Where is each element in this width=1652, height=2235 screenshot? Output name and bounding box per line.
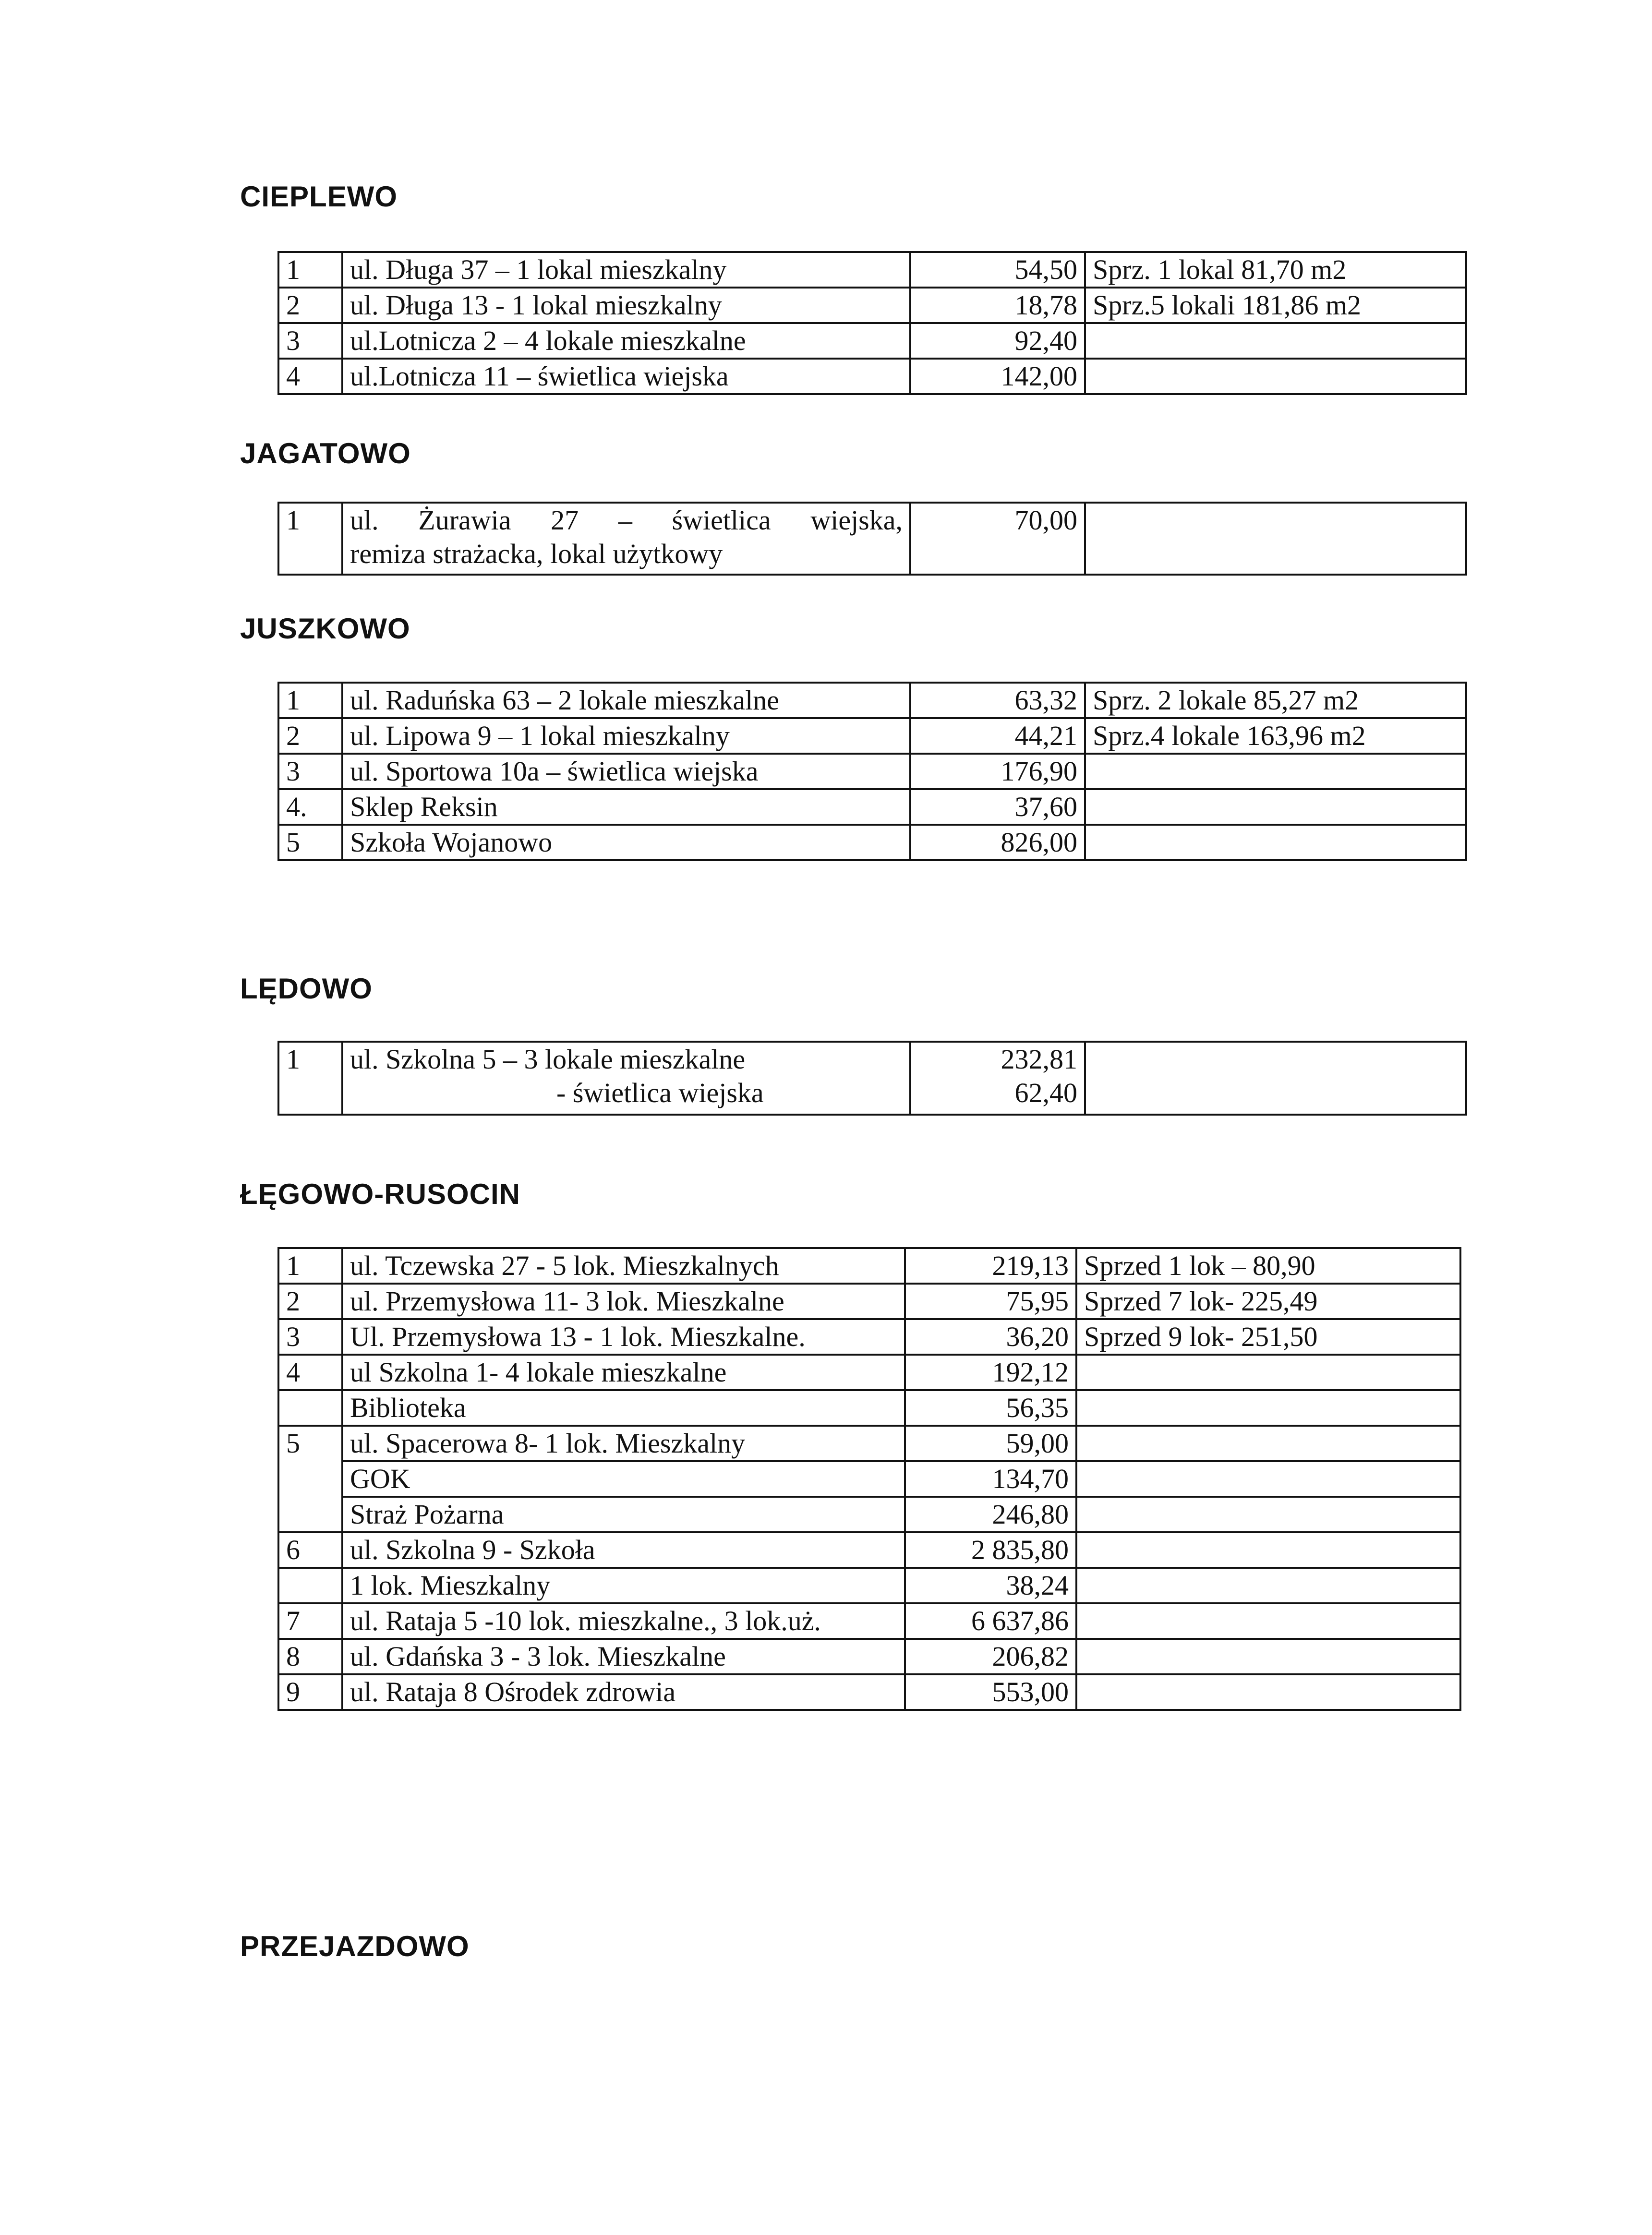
row-note: [1076, 1568, 1460, 1603]
table-row: [278, 1532, 1460, 1568]
row-area: 192,12: [905, 1355, 1076, 1390]
row-number: 5: [278, 1426, 342, 1532]
row-number: 9: [278, 1674, 342, 1710]
row-name-line-1: ul. Szkolna 5 – 3 lokale mieszkalne: [350, 1044, 746, 1075]
row-note: [1076, 1461, 1460, 1497]
row-note: [1076, 1497, 1460, 1532]
table-row: [278, 1497, 1460, 1532]
section-title-ledowo: LĘDOWO: [240, 973, 373, 1005]
row-area: 18,78: [910, 288, 1085, 323]
row-name: Biblioteka: [342, 1390, 905, 1426]
table-row: [278, 1568, 1460, 1603]
row-name: GOK: [342, 1461, 905, 1497]
row-number: 3: [278, 323, 342, 359]
table-row: [278, 1639, 1460, 1674]
table-juszkowo: [277, 682, 1467, 861]
row-area: 54,50: [910, 252, 1085, 288]
section-title-przejazdowo: PRZEJAZDOWO: [240, 1930, 470, 1962]
row-area: 70,00: [910, 503, 1085, 575]
row-area: 44,21: [910, 718, 1085, 754]
row-name: Ul. Przemysłowa 13 - 1 lok. Mieszkalne.: [342, 1319, 905, 1355]
table-row: [278, 1042, 1466, 1115]
table-row: [278, 718, 1466, 754]
table-row: [278, 754, 1466, 789]
row-area-line-1: 232,81: [1001, 1044, 1077, 1075]
table-row: [278, 1674, 1460, 1710]
section-title-legowo-rusocin: ŁĘGOWO-RUSOCIN: [240, 1178, 520, 1210]
table-row: [278, 1426, 1460, 1461]
row-number: 2: [278, 718, 342, 754]
row-area: 6 637,86: [905, 1603, 1076, 1639]
section-title-juszkowo: JUSZKOWO: [240, 613, 410, 645]
table-row: [278, 1355, 1460, 1390]
table-row: [278, 1390, 1460, 1426]
row-name: ul. Długa 13 - 1 lokal mieszkalny: [342, 288, 910, 323]
row-number: 4.: [278, 789, 342, 825]
table-row: [278, 1603, 1460, 1639]
row-note: [1085, 754, 1466, 789]
row-name: ul.Lotnicza 2 – 4 lokale mieszkalne: [342, 323, 910, 359]
row-name: ul. Szkolna 9 - Szkoła: [342, 1532, 905, 1568]
row-area: 826,00: [910, 825, 1085, 860]
row-name: ul. Lipowa 9 – 1 lokal mieszkalny: [342, 718, 910, 754]
row-name: ul. Długa 37 – 1 lokal mieszkalny: [342, 252, 910, 288]
row-note: [1085, 503, 1466, 575]
row-area: 63,32: [910, 683, 1085, 718]
row-area: 75,95: [905, 1284, 1076, 1319]
row-name: Sklep Reksin: [342, 789, 910, 825]
row-number: 4: [278, 1355, 342, 1390]
row-number: 1: [278, 252, 342, 288]
row-area-line-2: 62,40: [1014, 1077, 1077, 1108]
row-note: [1076, 1355, 1460, 1390]
table-row: [278, 789, 1466, 825]
row-note: [1076, 1426, 1460, 1461]
row-name: ul. Rataja 8 Ośrodek zdrowia: [342, 1674, 905, 1710]
row-number: [278, 1568, 342, 1603]
table-row: [278, 1248, 1460, 1284]
row-area: 38,24: [905, 1568, 1076, 1603]
table-row: [278, 1461, 1460, 1497]
row-note: Sprz.4 lokale 163,96 m2: [1085, 718, 1466, 754]
row-name: Straż Pożarna: [342, 1497, 905, 1532]
row-area: 92,40: [910, 323, 1085, 359]
table-row: [278, 1319, 1460, 1355]
row-name: ul. Przemysłowa 11- 3 lok. Mieszkalne: [342, 1284, 905, 1319]
row-area: 37,60: [910, 789, 1085, 825]
row-note: Sprzed 9 lok- 251,50: [1076, 1319, 1460, 1355]
row-number: 1: [278, 1042, 342, 1115]
row-name: ul. Raduńska 63 – 2 lokale mieszkalne: [342, 683, 910, 718]
row-note: [1085, 323, 1466, 359]
row-area: 176,90: [910, 754, 1085, 789]
row-number: 6: [278, 1532, 342, 1568]
row-note: [1085, 1042, 1466, 1115]
table-row: [278, 683, 1466, 718]
row-name: Szkoła Wojanowo: [342, 825, 910, 860]
table-cieplewo: [277, 251, 1467, 395]
row-note: [1076, 1674, 1460, 1710]
row-number: 2: [278, 288, 342, 323]
row-area: 59,00: [905, 1426, 1076, 1461]
table-legowo-rusocin: [277, 1247, 1461, 1711]
row-note: Sprzed 1 lok – 80,90: [1076, 1248, 1460, 1284]
section-title-cieplewo: CIEPLEWO: [240, 180, 398, 213]
row-area: 2 835,80: [905, 1532, 1076, 1568]
section-title-jagatowo: JAGATOWO: [240, 437, 411, 469]
row-number: 4: [278, 359, 342, 394]
row-number: 3: [278, 754, 342, 789]
row-number: 2: [278, 1284, 342, 1319]
table-row: [278, 288, 1466, 323]
row-area: 553,00: [905, 1674, 1076, 1710]
row-note: [1076, 1603, 1460, 1639]
row-note: Sprzed 7 lok- 225,49: [1076, 1284, 1460, 1319]
row-note: Sprz.5 lokali 181,86 m2: [1085, 288, 1466, 323]
row-name: ul. Sportowa 10a – świetlica wiejska: [342, 754, 910, 789]
row-name: ul. Rataja 5 -10 lok. mieszkalne., 3 lok.uż.: [342, 1603, 905, 1639]
table-row: [278, 825, 1466, 860]
table-row: [278, 323, 1466, 359]
table-row: [278, 252, 1466, 288]
row-area: 206,82: [905, 1639, 1076, 1674]
row-name-line-1: ul. Żurawia 27 – świetlica wiejska,: [350, 505, 903, 536]
row-number: 1: [278, 503, 342, 575]
row-name-line-2: - świetlica wiejska: [556, 1077, 764, 1108]
row-note: [1085, 359, 1466, 394]
row-area: 56,35: [905, 1390, 1076, 1426]
row-name: 1 lok. Mieszkalny: [342, 1568, 905, 1603]
row-area: 219,13: [905, 1248, 1076, 1284]
row-name-line-2: remiza strażacka, lokal użytkowy: [350, 538, 723, 569]
row-note: [1085, 789, 1466, 825]
row-number: 5: [278, 825, 342, 860]
table-jagatowo: [277, 502, 1467, 576]
row-area: 36,20: [905, 1319, 1076, 1355]
row-name: ul. Gdańska 3 - 3 lok. Mieszkalne: [342, 1639, 905, 1674]
row-number: 1: [278, 683, 342, 718]
row-number: [278, 1390, 342, 1426]
row-note: [1076, 1532, 1460, 1568]
table-row: [278, 359, 1466, 394]
row-name: ul. Spacerowa 8- 1 lok. Mieszkalny: [342, 1426, 905, 1461]
row-note: Sprz. 1 lokal 81,70 m2: [1085, 252, 1466, 288]
row-name: ul.Lotnicza 11 – świetlica wiejska: [342, 359, 910, 394]
table-row: [278, 1284, 1460, 1319]
table-ledowo: [277, 1041, 1467, 1116]
row-number: 7: [278, 1603, 342, 1639]
row-number: 3: [278, 1319, 342, 1355]
row-note: [1076, 1639, 1460, 1674]
row-number: 1: [278, 1248, 342, 1284]
row-note: [1085, 825, 1466, 860]
row-area: 246,80: [905, 1497, 1076, 1532]
row-note: [1076, 1390, 1460, 1426]
row-number: 8: [278, 1639, 342, 1674]
row-area: 142,00: [910, 359, 1085, 394]
row-name: ul. Tczewska 27 - 5 lok. Mieszkalnych: [342, 1248, 905, 1284]
row-note: Sprz. 2 lokale 85,27 m2: [1085, 683, 1466, 718]
row-area: 134,70: [905, 1461, 1076, 1497]
table-row: [278, 503, 1466, 575]
row-name: ul Szkolna 1- 4 lokale mieszkalne: [342, 1355, 905, 1390]
